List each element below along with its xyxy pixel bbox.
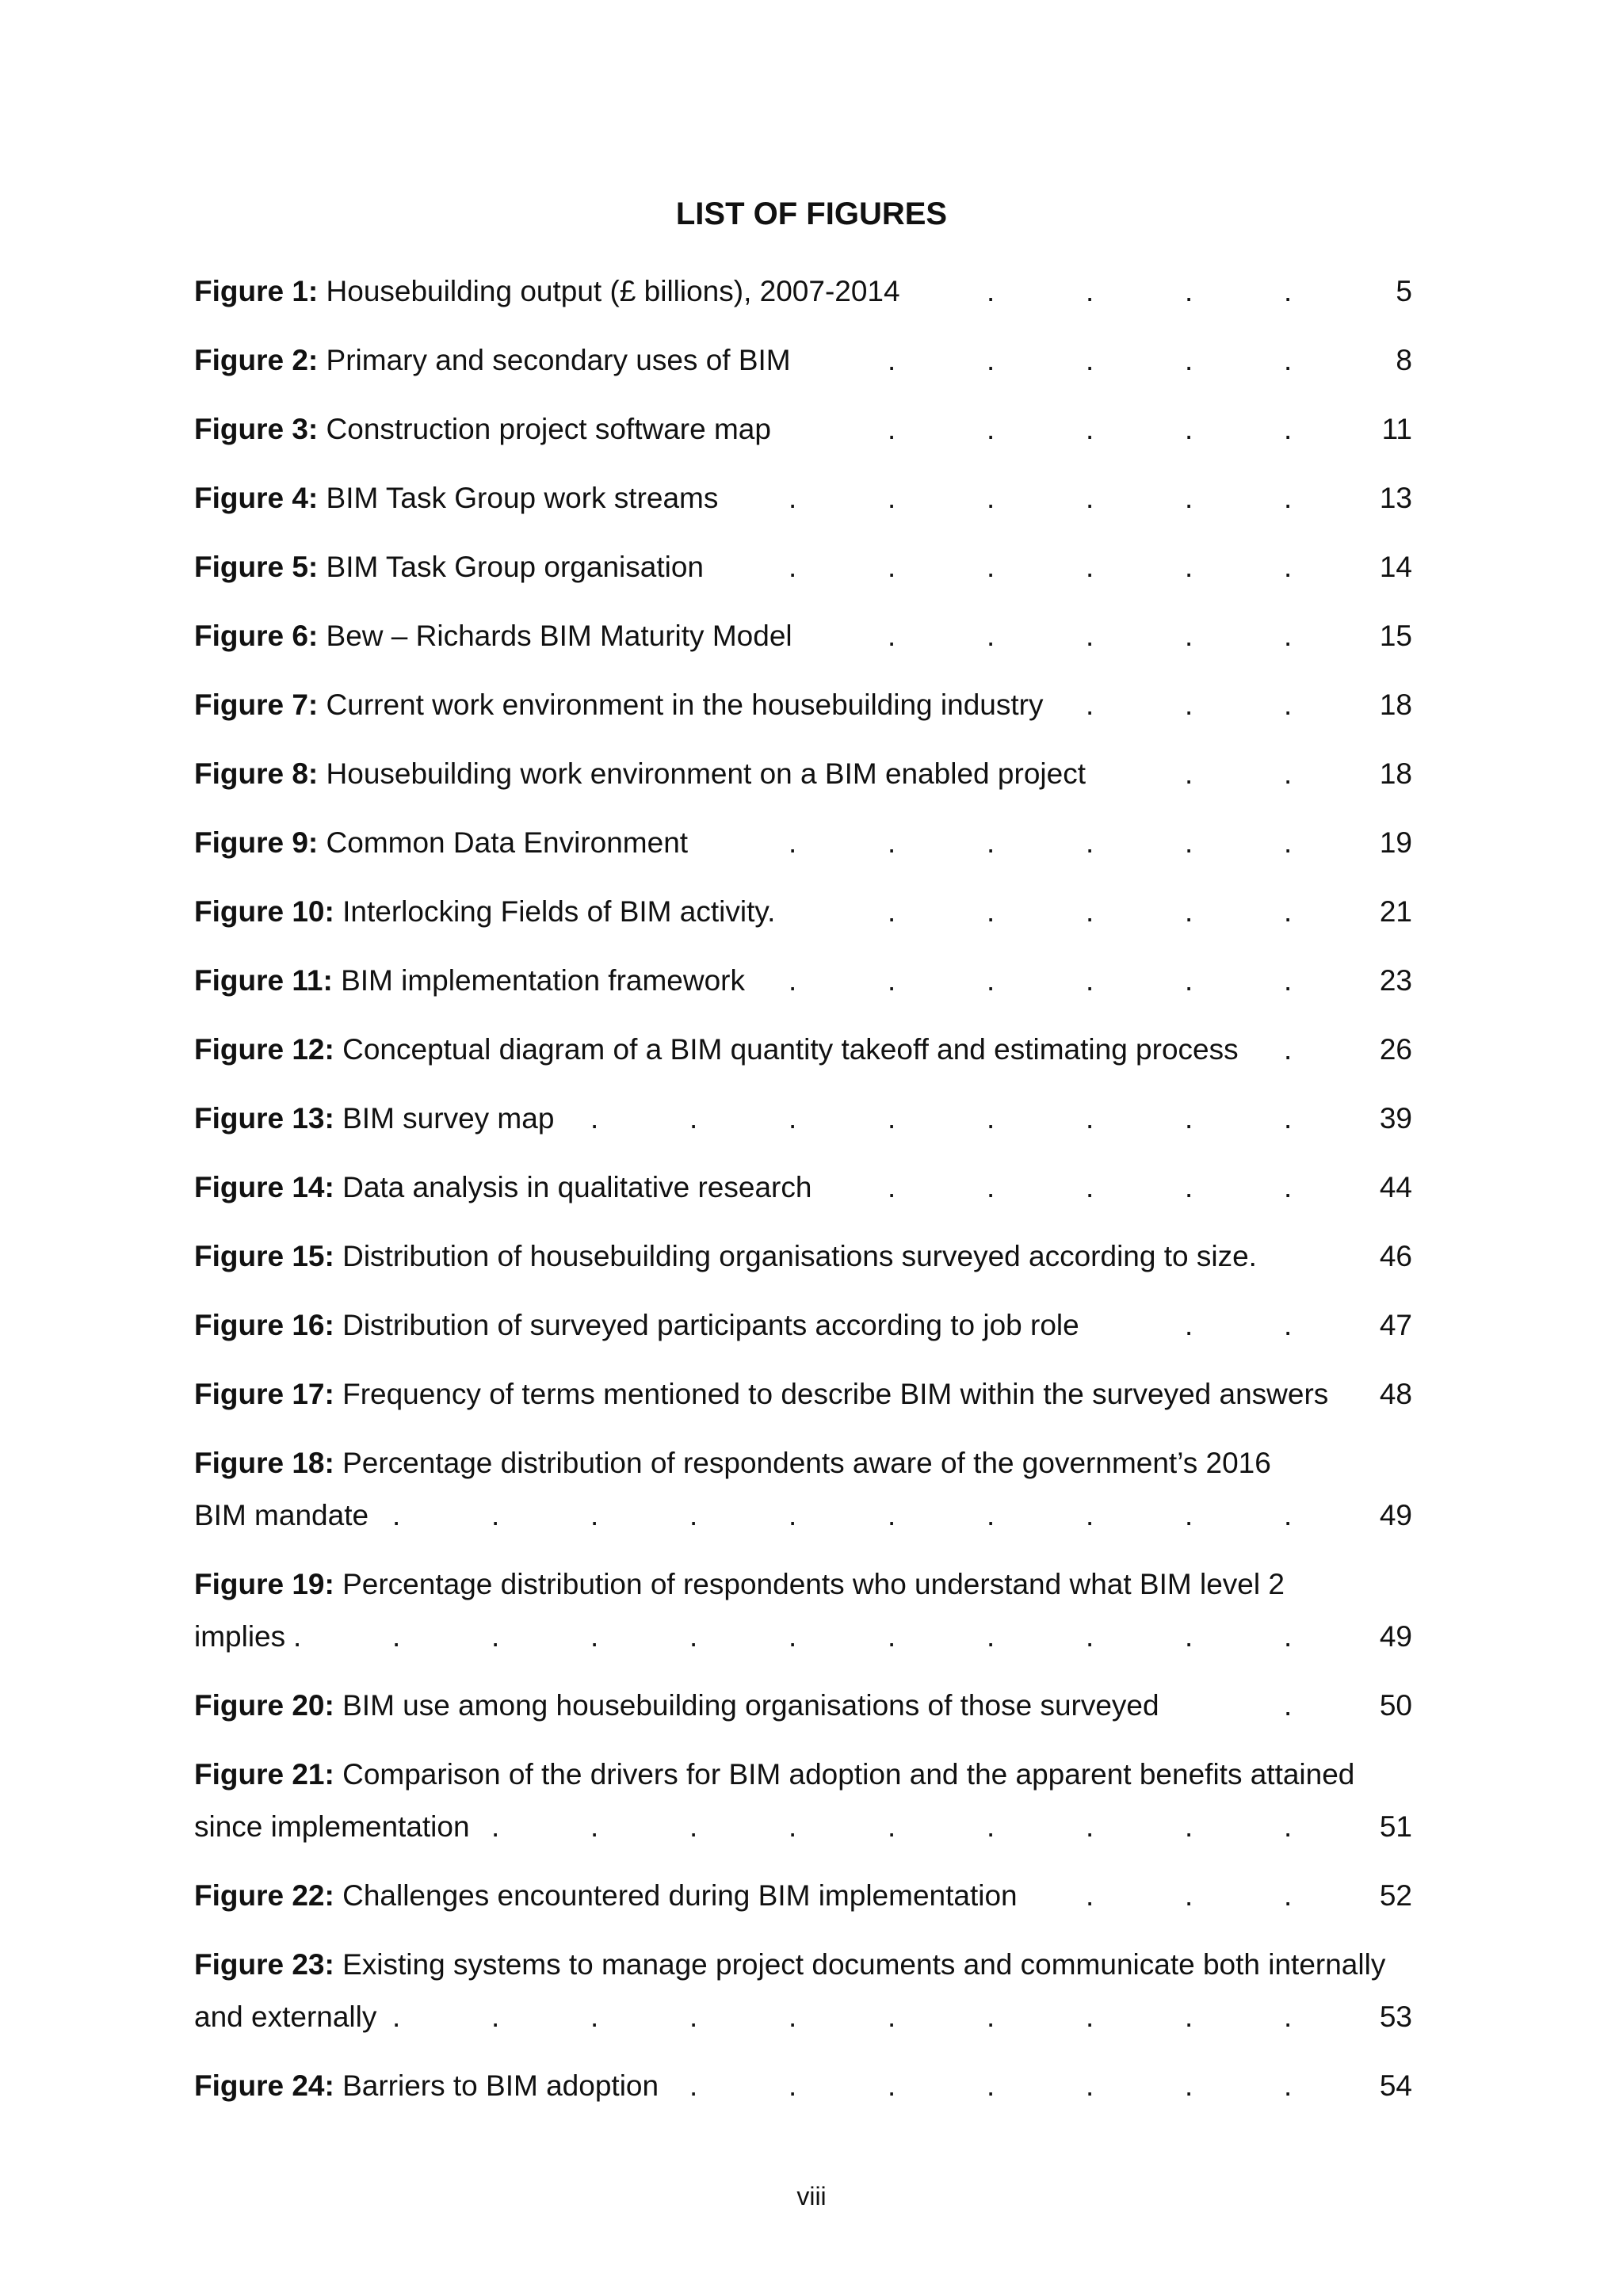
leader-dot: . (789, 1620, 797, 1653)
figure-caption: Challenges encountered during BIM implementation (342, 1879, 1018, 1912)
figure-entry-line (194, 1031, 1430, 1068)
leader-dot: . (1086, 2000, 1094, 2033)
leader-dot: . (1284, 1171, 1293, 1203)
figure-label: Figure 12: (194, 1033, 334, 1066)
figure-caption: BIM mandate (194, 1499, 369, 1531)
leader-dot: . (1086, 1810, 1094, 1843)
leader-dot: . (689, 2069, 698, 2102)
leader-dot: . (789, 826, 797, 859)
figure-entry-line (194, 617, 1430, 654)
leader-dot: . (392, 2000, 401, 2033)
leader-dot: . (789, 2000, 797, 2033)
leader-dot: . (888, 1620, 896, 1653)
figure-entry-line (194, 2067, 1430, 2104)
leader-dot: . (1185, 2000, 1193, 2033)
leader-dot: . (987, 275, 995, 307)
leader-dot: . (590, 2000, 599, 2033)
figure-entry-line (194, 1444, 1430, 1482)
figure-page-number: 8 (1396, 344, 1412, 376)
leader-dot: . (1185, 1309, 1193, 1341)
leader-dot: . (888, 413, 896, 445)
leader-dot: . (888, 895, 896, 928)
leader-dot: . (1086, 620, 1094, 652)
leader-dot: . (789, 551, 797, 583)
figure-label: Figure 18: (194, 1447, 334, 1479)
leader-dot: . (1185, 620, 1193, 652)
leader-dot: . (1284, 1499, 1293, 1531)
leader-dot: . (888, 2069, 896, 2102)
figure-page-number: 13 (1379, 482, 1412, 514)
figure-page-number: 53 (1379, 2000, 1412, 2033)
figure-label: Figure 20: (194, 1689, 334, 1722)
leader-dot: . (987, 1620, 995, 1653)
figure-entry-line (194, 1618, 1430, 1655)
figure-caption: Conceptual diagram of a BIM quantity takeoff and estimating process (342, 1033, 1239, 1066)
figure-page-number: 44 (1379, 1171, 1412, 1203)
figure-label: Figure 7: (194, 688, 319, 721)
figure-label: Figure 9: (194, 826, 319, 859)
figure-entry (194, 1238, 1430, 1275)
leader-dot: . (392, 1499, 401, 1531)
figure-entry (194, 479, 1430, 517)
figure-entry (194, 1877, 1430, 1914)
figure-entry-line (194, 755, 1430, 792)
figure-label: Figure 1: (194, 275, 319, 307)
figures-list (194, 273, 1430, 2136)
leader-dot: . (590, 1499, 599, 1531)
figure-entry (194, 755, 1430, 792)
leader-dot: . (888, 964, 896, 997)
figure-entry-line (194, 1998, 1430, 2035)
leader-dot: . (1284, 620, 1293, 652)
leader-dot: . (293, 1620, 302, 1653)
figure-caption: and externally (194, 2000, 377, 2033)
figure-entry (194, 1375, 1430, 1413)
leader-dot: . (987, 964, 995, 997)
leader-dot: . (888, 344, 896, 376)
leader-dot: . (1086, 688, 1094, 721)
leader-dot: . (1185, 1499, 1193, 1531)
figure-label: Figure 21: (194, 1758, 334, 1791)
figure-label: Figure 19: (194, 1568, 334, 1600)
figure-page-number: 18 (1379, 757, 1412, 790)
leader-dot: . (1086, 895, 1094, 928)
figure-entry (194, 824, 1430, 861)
leader-dot: . (789, 1499, 797, 1531)
figure-entry-line (194, 273, 1430, 310)
figure-page-number: 50 (1379, 1689, 1412, 1722)
figure-page-number: 21 (1379, 895, 1412, 928)
figure-caption: BIM Task Group work streams (326, 482, 719, 514)
leader-dot: . (1185, 482, 1193, 514)
figure-entry-line (194, 548, 1430, 585)
figure-page-number: 19 (1379, 826, 1412, 859)
figure-caption: Housebuilding output (£ billions), 2007-2014 (326, 275, 900, 307)
figure-label: Figure 6: (194, 620, 319, 652)
figure-page-number: 54 (1379, 2069, 1412, 2102)
leader-dot: . (987, 482, 995, 514)
figure-page-number: 48 (1379, 1378, 1412, 1410)
figure-label: Figure 10: (194, 895, 334, 928)
figure-page-number: 5 (1396, 275, 1412, 307)
figure-caption: since implementation (194, 1810, 470, 1843)
leader-dot: . (1086, 1879, 1094, 1912)
figure-caption: implies (194, 1620, 286, 1653)
figure-entry-line (194, 1756, 1430, 1793)
figure-caption: Bew – Richards BIM Maturity Model (326, 620, 792, 652)
figure-label: Figure 22: (194, 1879, 334, 1912)
leader-dot: . (1284, 964, 1293, 997)
figure-entry-line (194, 479, 1430, 517)
leader-dot: . (1086, 551, 1094, 583)
figure-label: Figure 4: (194, 482, 319, 514)
page-number: viii (796, 2182, 827, 2210)
leader-dot: . (1185, 964, 1193, 997)
leader-dot: . (1284, 275, 1293, 307)
leader-dot: . (987, 413, 995, 445)
leader-dot: . (789, 1810, 797, 1843)
leader-dot: . (888, 551, 896, 583)
leader-dot: . (888, 2000, 896, 2033)
figure-entry-line (194, 893, 1430, 930)
figure-entry-line (194, 1306, 1430, 1344)
figure-page-number: 39 (1379, 1102, 1412, 1135)
leader-dot: . (1284, 1309, 1293, 1341)
figure-label: Figure 16: (194, 1309, 334, 1341)
leader-dot: . (888, 826, 896, 859)
leader-dot: . (1284, 1102, 1293, 1135)
figure-entry (194, 1566, 1430, 1655)
figure-entry (194, 617, 1430, 654)
leader-dot: . (888, 620, 896, 652)
figure-caption: Percentage distribution of respondents who understand what BIM level 2 (342, 1568, 1285, 1600)
leader-dot: . (789, 482, 797, 514)
leader-dot: . (1284, 413, 1293, 445)
figure-caption: Data analysis in qualitative research (342, 1171, 812, 1203)
leader-dot: . (1185, 757, 1193, 790)
figure-entry (194, 962, 1430, 999)
figure-entry (194, 548, 1430, 585)
figure-entry (194, 1756, 1430, 1845)
figure-entry-line (194, 1808, 1430, 1845)
figure-caption: Primary and secondary uses of BIM (326, 344, 791, 376)
leader-dot: . (590, 1620, 599, 1653)
leader-dot: . (987, 2000, 995, 2033)
leader-dot: . (888, 1102, 896, 1135)
leader-dot: . (590, 1810, 599, 1843)
leader-dot: . (491, 2000, 500, 2033)
leader-dot: . (987, 1499, 995, 1531)
figure-entry-line (194, 1877, 1430, 1914)
leader-dot: . (987, 1171, 995, 1203)
figure-caption: Percentage distribution of respondents aware of the government’s 2016 (342, 1447, 1271, 1479)
figure-entry-line (194, 1687, 1430, 1724)
figure-label: Figure 23: (194, 1948, 334, 1981)
figure-entry (194, 2067, 1430, 2104)
page-title: LIST OF FIGURES (675, 196, 948, 231)
figure-entry (194, 410, 1430, 448)
leader-dot: . (888, 1499, 896, 1531)
leader-dot: . (1284, 826, 1293, 859)
figure-entry (194, 1169, 1430, 1206)
figure-label: Figure 13: (194, 1102, 334, 1135)
figure-label: Figure 24: (194, 2069, 334, 2102)
figure-label: Figure 3: (194, 413, 319, 445)
leader-dot: . (987, 895, 995, 928)
figure-entry-line (194, 1497, 1430, 1534)
figure-page-number: 46 (1379, 1240, 1412, 1272)
figure-caption: Construction project software map (326, 413, 771, 445)
leader-dot: . (987, 2069, 995, 2102)
leader-dot: . (1086, 2069, 1094, 2102)
leader-dot: . (689, 2000, 698, 2033)
leader-dot: . (1284, 344, 1293, 376)
leader-dot: . (1185, 1620, 1193, 1653)
leader-dot: . (1284, 688, 1293, 721)
leader-dot: . (491, 1620, 500, 1653)
leader-dot: . (1284, 1033, 1293, 1066)
figure-page-number: 11 (1381, 413, 1412, 445)
leader-dot: . (1185, 551, 1193, 583)
leader-dot: . (987, 1102, 995, 1135)
figure-caption: Common Data Environment (326, 826, 689, 859)
leader-dot: . (987, 344, 995, 376)
leader-dot: . (689, 1499, 698, 1531)
leader-dot: . (1185, 1810, 1193, 1843)
leader-dot: . (1185, 1879, 1193, 1912)
leader-dot: . (1185, 688, 1193, 721)
figure-caption: Interlocking Fields of BIM activity. (342, 895, 776, 928)
figure-page-number: 52 (1379, 1879, 1412, 1912)
figure-entry (194, 893, 1430, 930)
figure-page-number: 14 (1379, 551, 1412, 583)
figure-page-number: 26 (1379, 1033, 1412, 1066)
figure-entry-line (194, 686, 1430, 723)
leader-dot: . (987, 551, 995, 583)
leader-dot: . (392, 1620, 401, 1653)
figure-entry (194, 1306, 1430, 1344)
leader-dot: . (1086, 1171, 1094, 1203)
figure-entry (194, 1687, 1430, 1724)
figure-page-number: 49 (1379, 1620, 1412, 1653)
figure-entry (194, 1946, 1430, 2035)
leader-dot: . (987, 1810, 995, 1843)
leader-dot: . (789, 1102, 797, 1135)
figure-caption: Current work environment in the housebuilding industry (326, 688, 1044, 721)
figure-label: Figure 15: (194, 1240, 334, 1272)
figure-page-number: 47 (1379, 1309, 1412, 1341)
figure-entry-line (194, 410, 1430, 448)
leader-dot: . (1086, 964, 1094, 997)
leader-dot: . (1185, 344, 1193, 376)
figure-page-number: 49 (1379, 1499, 1412, 1531)
leader-dot: . (1185, 275, 1193, 307)
leader-dot: . (1185, 826, 1193, 859)
figure-entry (194, 1031, 1430, 1068)
leader-dot: . (1086, 275, 1094, 307)
figure-page-number: 15 (1379, 620, 1412, 652)
leader-dot: . (789, 964, 797, 997)
figure-entry (194, 686, 1430, 723)
leader-dot: . (1284, 1810, 1293, 1843)
leader-dot: . (1086, 826, 1094, 859)
figure-caption: BIM survey map (342, 1102, 555, 1135)
figure-caption: BIM implementation framework (341, 964, 746, 997)
leader-dot: . (789, 2069, 797, 2102)
figure-page-number: 18 (1379, 688, 1412, 721)
leader-dot: . (888, 482, 896, 514)
figure-entry-line (194, 1100, 1430, 1137)
figure-caption: Comparison of the drivers for BIM adoption and the apparent benefits attained (342, 1758, 1355, 1791)
figure-caption: Housebuilding work environment on a BIM enabled project (326, 757, 1086, 790)
figure-label: Figure 17: (194, 1378, 334, 1410)
leader-dot: . (1185, 1102, 1193, 1135)
leader-dot: . (1284, 1620, 1293, 1653)
leader-dot: . (888, 1810, 896, 1843)
leader-dot: . (1284, 2069, 1293, 2102)
leader-dot: . (491, 1810, 500, 1843)
leader-dot: . (1086, 1102, 1094, 1135)
figure-caption: Distribution of housebuilding organisations surveyed according to size. (342, 1240, 1257, 1272)
leader-dot: . (1284, 1879, 1293, 1912)
figure-label: Figure 11: (194, 964, 333, 997)
leader-dot: . (1185, 895, 1193, 928)
figure-entry-line (194, 1946, 1430, 1983)
leader-dot: . (987, 826, 995, 859)
leader-dot: . (1284, 551, 1293, 583)
figure-page-number: 51 (1379, 1810, 1412, 1843)
leader-dot: . (590, 1102, 599, 1135)
figure-entry (194, 273, 1430, 310)
leader-dot: . (1086, 1499, 1094, 1531)
leader-dot: . (1185, 413, 1193, 445)
leader-dot: . (689, 1620, 698, 1653)
figure-caption: Barriers to BIM adoption (342, 2069, 659, 2102)
leader-dot: . (1086, 1620, 1094, 1653)
leader-dot: . (689, 1810, 698, 1843)
figure-entry (194, 341, 1430, 379)
figure-caption: Distribution of surveyed participants according to job role (342, 1309, 1079, 1341)
leader-dot: . (689, 1102, 698, 1135)
figure-entry-line (194, 1238, 1430, 1275)
leader-dot: . (888, 1171, 896, 1203)
leader-dot: . (1086, 344, 1094, 376)
leader-dot: . (1086, 413, 1094, 445)
figure-page-number: 23 (1379, 964, 1412, 997)
figure-entry-line (194, 341, 1430, 379)
figure-entry (194, 1100, 1430, 1137)
figure-label: Figure 5: (194, 551, 319, 583)
figure-entry-line (194, 1375, 1430, 1413)
leader-dot: . (1284, 1689, 1293, 1722)
leader-dot: . (987, 620, 995, 652)
figure-entry (194, 1444, 1430, 1534)
figure-entry-line (194, 824, 1430, 861)
figure-label: Figure 14: (194, 1171, 334, 1203)
figure-caption: Frequency of terms mentioned to describe BIM within the surveyed answers (342, 1378, 1329, 1410)
figure-label: Figure 2: (194, 344, 319, 376)
leader-dot: . (1185, 1171, 1193, 1203)
leader-dot: . (1284, 2000, 1293, 2033)
leader-dot: . (1284, 482, 1293, 514)
figure-caption: Existing systems to manage project documents and communicate both internally (342, 1948, 1386, 1981)
leader-dot: . (1284, 895, 1293, 928)
leader-dot: . (1086, 482, 1094, 514)
figure-caption: BIM Task Group organisation (326, 551, 704, 583)
leader-dot: . (1185, 2069, 1193, 2102)
figure-entry-line (194, 1566, 1430, 1603)
figure-entry-line (194, 1169, 1430, 1206)
figure-label: Figure 8: (194, 757, 319, 790)
leader-dot: . (1284, 757, 1293, 790)
figure-entry-line (194, 962, 1430, 999)
figure-caption: BIM use among housebuilding organisations of those surveyed (342, 1689, 1159, 1722)
leader-dot: . (491, 1499, 500, 1531)
